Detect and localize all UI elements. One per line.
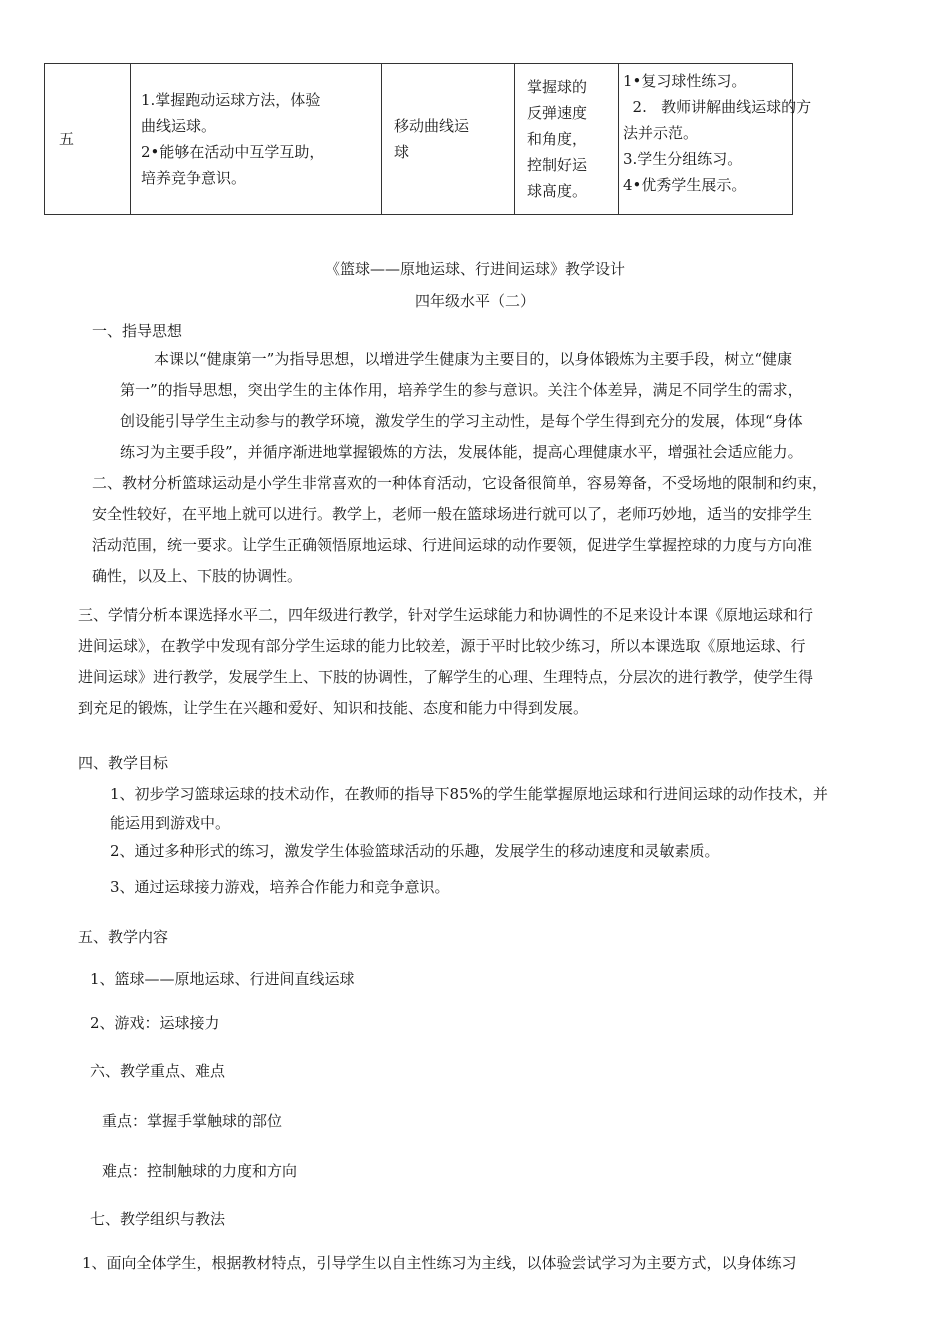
section-heading: 六、教学重点、难点 xyxy=(90,1062,226,1080)
paragraph-line: 第一”的指导思想，突出学生的主体作用，培养学生的参与意识。关注个体差异，满足不同学生的需求， xyxy=(120,381,803,399)
content-line: 移动曲线运 xyxy=(394,117,470,135)
process-line: 2. 教师讲解曲线运球的方 xyxy=(623,98,812,116)
objectives-line: 1.掌握跑动运球方法，体验 xyxy=(141,91,321,109)
key-points-line: 和角度， xyxy=(527,130,588,148)
paragraph-line: 到充足的锻炼，让学生在兴趣和爱好、知识和技能、态度和能力中得到发展。 xyxy=(78,699,589,717)
paragraph-line: 确性，以及上、下肢的协调性。 xyxy=(92,567,303,585)
process-cell xyxy=(619,64,812,215)
process-line: 法并示范。 xyxy=(623,124,699,142)
content-cell xyxy=(382,64,515,215)
paragraph-line: 本课以“健康第一”为指导思想，以增进学生健康为主要目的，以身体锻炼为主要手段，树立“健康 xyxy=(154,350,793,368)
content-item: 2、游戏：运球接力 xyxy=(90,1014,220,1032)
paragraph-line: 练习为主要手段”，并循序渐进地掌握锻炼的方法，发展体能，提高心理健康水平，增强社会适应能力。 xyxy=(120,443,803,461)
paragraph-line: 安全性较好，在平地上就可以进行。教学上，老师一般在篮球场进行就可以了，老师巧妙地，适当的安排学生 xyxy=(92,505,813,523)
document-title: 《篮球——原地运球、行进间运球》教学设计 xyxy=(324,260,625,278)
section-heading: 四、教学目标 xyxy=(78,754,169,772)
guiding-ideology-paragraph xyxy=(120,344,910,468)
paragraph-line: 二、教材分析篮球运动是小学生非常喜欢的一种体育活动，它设备很简单，容易筹备，不受场地的限制和约束， xyxy=(92,474,828,492)
process-line: 3.学生分组练习。 xyxy=(623,150,743,168)
paragraph-line: 创设能引导学生主动参与的教学环境，激发学生的学习主动性，是每个学生得到充分的发展，体现“身体 xyxy=(120,412,803,430)
process-line: 4•优秀学生展示。 xyxy=(623,176,747,194)
key-points-line: 球髙度。 xyxy=(527,182,588,200)
material-analysis-paragraph xyxy=(92,468,922,592)
paragraph-line: 进间运球》进行教学，发展学生上、下肢的协调性，了解学生的心理、生理特点，分层次的进行教学，使学生得 xyxy=(78,668,814,686)
document-subtitle: 四年级水平（二） xyxy=(414,292,535,310)
section-heading: 五、教学内容 xyxy=(78,928,169,946)
paragraph-line: 活动范围，统一要求。让学生正确领悟原地运球、行进间运球的动作要领，促进学生掌握控球的力度与方向准 xyxy=(92,536,813,554)
lesson-number: 五 xyxy=(59,130,75,148)
learning-analysis-paragraph xyxy=(78,600,928,724)
objectives-line: 2•能够在活动中互学互助， xyxy=(141,143,325,161)
paragraph-line: 三、学情分析本课选择水平二，四年级进行教学，针对学生运球能力和协调性的不足来设计本课《原地运球和行 xyxy=(78,606,814,624)
paragraph-line: 能运用到游戏中。 xyxy=(110,814,231,832)
objective-item: 2、通过多种形式的练习，激发学生体验篮球活动的乐趣，发展学生的移动速度和灵敏素质。 xyxy=(110,842,720,860)
section-heading: 一、指导思想 xyxy=(92,322,183,340)
difficulty-text: 难点：控制触球的力度和方向 xyxy=(102,1162,298,1180)
content-item: 1、篮球——原地运球、行进间直线运球 xyxy=(90,970,355,988)
section-heading: 七、教学组织与教法 xyxy=(90,1210,226,1228)
key-points-line: 掌握球的 xyxy=(527,78,588,96)
paragraph-line: 进间运球》，在教学中发现有部分学生运球的能力比较差，源于平时比较少练习，所以本课选取《原地运球、行 xyxy=(78,637,806,655)
objectives-line: 曲线运球。 xyxy=(141,117,217,135)
lesson-plan-table xyxy=(44,63,812,215)
content-line: 球 xyxy=(394,143,410,161)
method-item: 1、面向全体学生，根据教材特点，引导学生以自主性练习为主线，以体验尝试学习为主要方式，以身体练习 xyxy=(82,1254,797,1272)
paragraph-line: 1、初步学习篮球运球的技术动作，在教师的指导下85%的学生能掌握原地运球和行进间运球的动作技术，并 xyxy=(110,785,828,803)
key-point-text: 重点：掌握手掌触球的部位 xyxy=(102,1112,283,1130)
objective-item xyxy=(110,780,920,838)
key-points-line: 控制好运 xyxy=(527,156,588,174)
lesson-number-cell xyxy=(45,64,131,215)
key-points-cell xyxy=(515,64,619,215)
key-points-line: 反弹速度 xyxy=(527,104,588,122)
objective-item: 3、通过运球接力游戏，培养合作能力和竞争意识。 xyxy=(110,878,450,896)
table-row xyxy=(45,64,793,215)
objectives-cell xyxy=(131,64,382,215)
process-line: 1•复习球性练习。 xyxy=(623,72,747,90)
objectives-line: 培养竞争意识。 xyxy=(141,169,247,187)
